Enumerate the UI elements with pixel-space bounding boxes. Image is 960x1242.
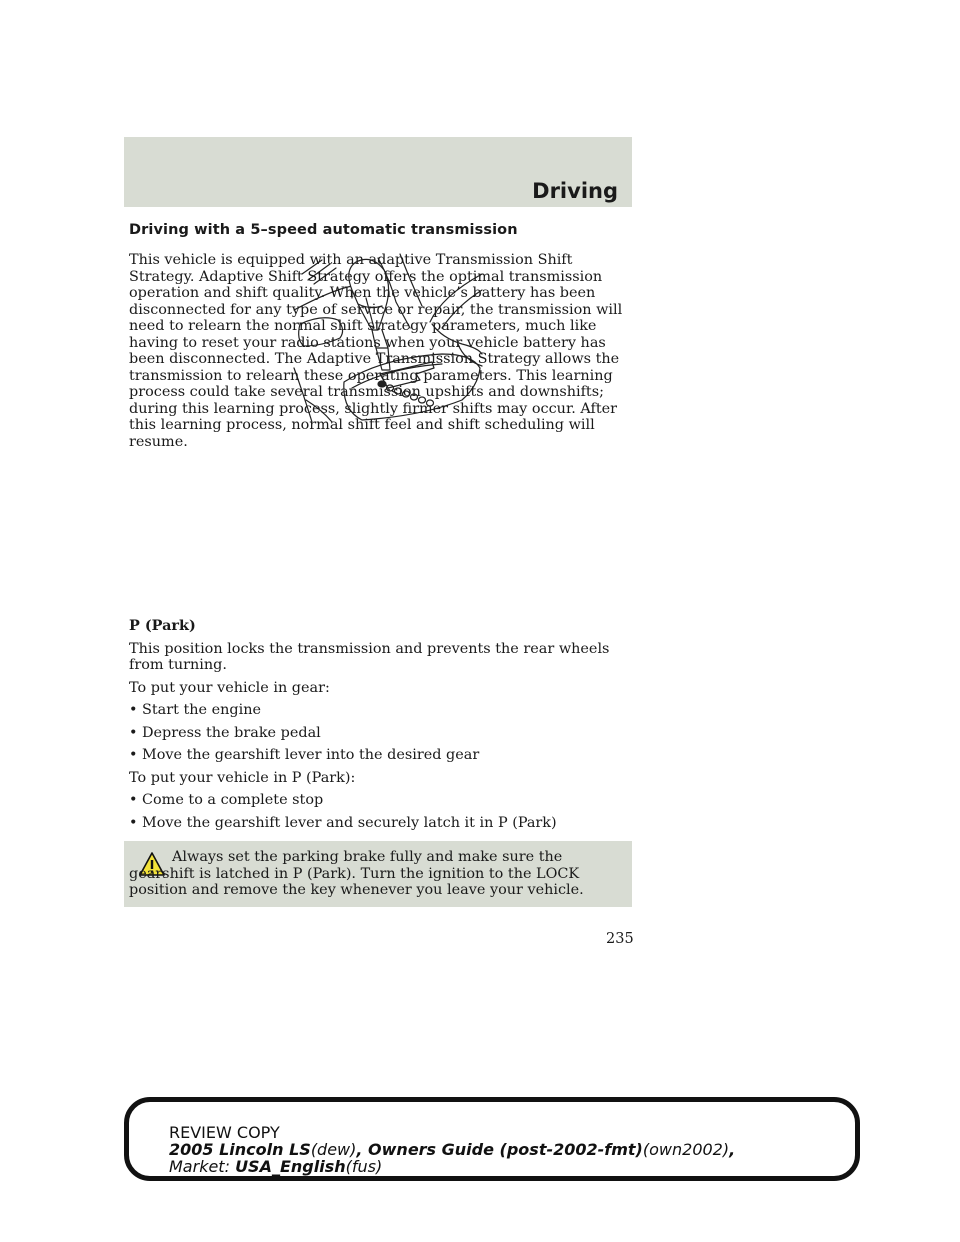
park-section <box>129 618 629 837</box>
warning-text: Always set the parking brake fully and make sure the gearshift is latched in P (Park). Turn the ignition to the LOCK position and remove the key whenever you leave your vehicle. <box>129 849 584 898</box>
section-header-bar <box>124 137 632 207</box>
page-heading: Driving with a 5–speed automatic transmission <box>129 222 518 238</box>
review-copy-label: REVIEW COPY <box>169 1123 280 1142</box>
document-id-line: 2005 Lincoln LS(dew), Owners Guide (post-2002-fmt)(own2002), <box>169 1140 736 1159</box>
park-description: This position locks the transmission and prevents the rear wheels from turning. <box>129 640 610 673</box>
list-item: • Move the gearshift lever and securely latch it in P (Park) <box>129 814 557 831</box>
list-item: • Depress the brake pedal <box>129 724 321 741</box>
park-title: P (Park) <box>129 617 196 634</box>
list-item: • Come to a complete stop <box>129 792 324 808</box>
warning-box <box>124 841 632 907</box>
list-item: • Move the gearshift lever into the desired gear <box>129 747 480 763</box>
review-copy-text <box>169 1124 735 1175</box>
list-item: • Start the engine <box>129 702 261 718</box>
in-gear-intro: To put your vehicle in gear: <box>129 679 330 696</box>
section-title: Driving <box>532 179 618 203</box>
review-copy-box <box>124 1097 860 1181</box>
page-number: 235 <box>606 931 634 947</box>
market-line: Market: USA_English(fus) <box>169 1157 383 1176</box>
body-text <box>129 252 629 456</box>
intro-paragraph: This vehicle is equipped with an adaptive Transmission Shift Strategy. Adaptive Shift Strategy offers the optimal transmission operation and shift quality. When the vehicle’s battery has been disconnected for any type of service or repair, the transmission will need to relearn the normal shift strategy parameters, much like having to reset your radio stations when your vehicle battery has been disconnected. The Adaptive Transmission Strategy allows the transmission to relearn these operating parameters. This learning process could take several transmission upshifts and downshifts; during this learning process, slightly firmer shifts may occur. After this learning process, normal shift feel and shift scheduling will resume. <box>129 252 623 450</box>
in-park-intro: To put your vehicle in P (Park): <box>129 769 356 786</box>
